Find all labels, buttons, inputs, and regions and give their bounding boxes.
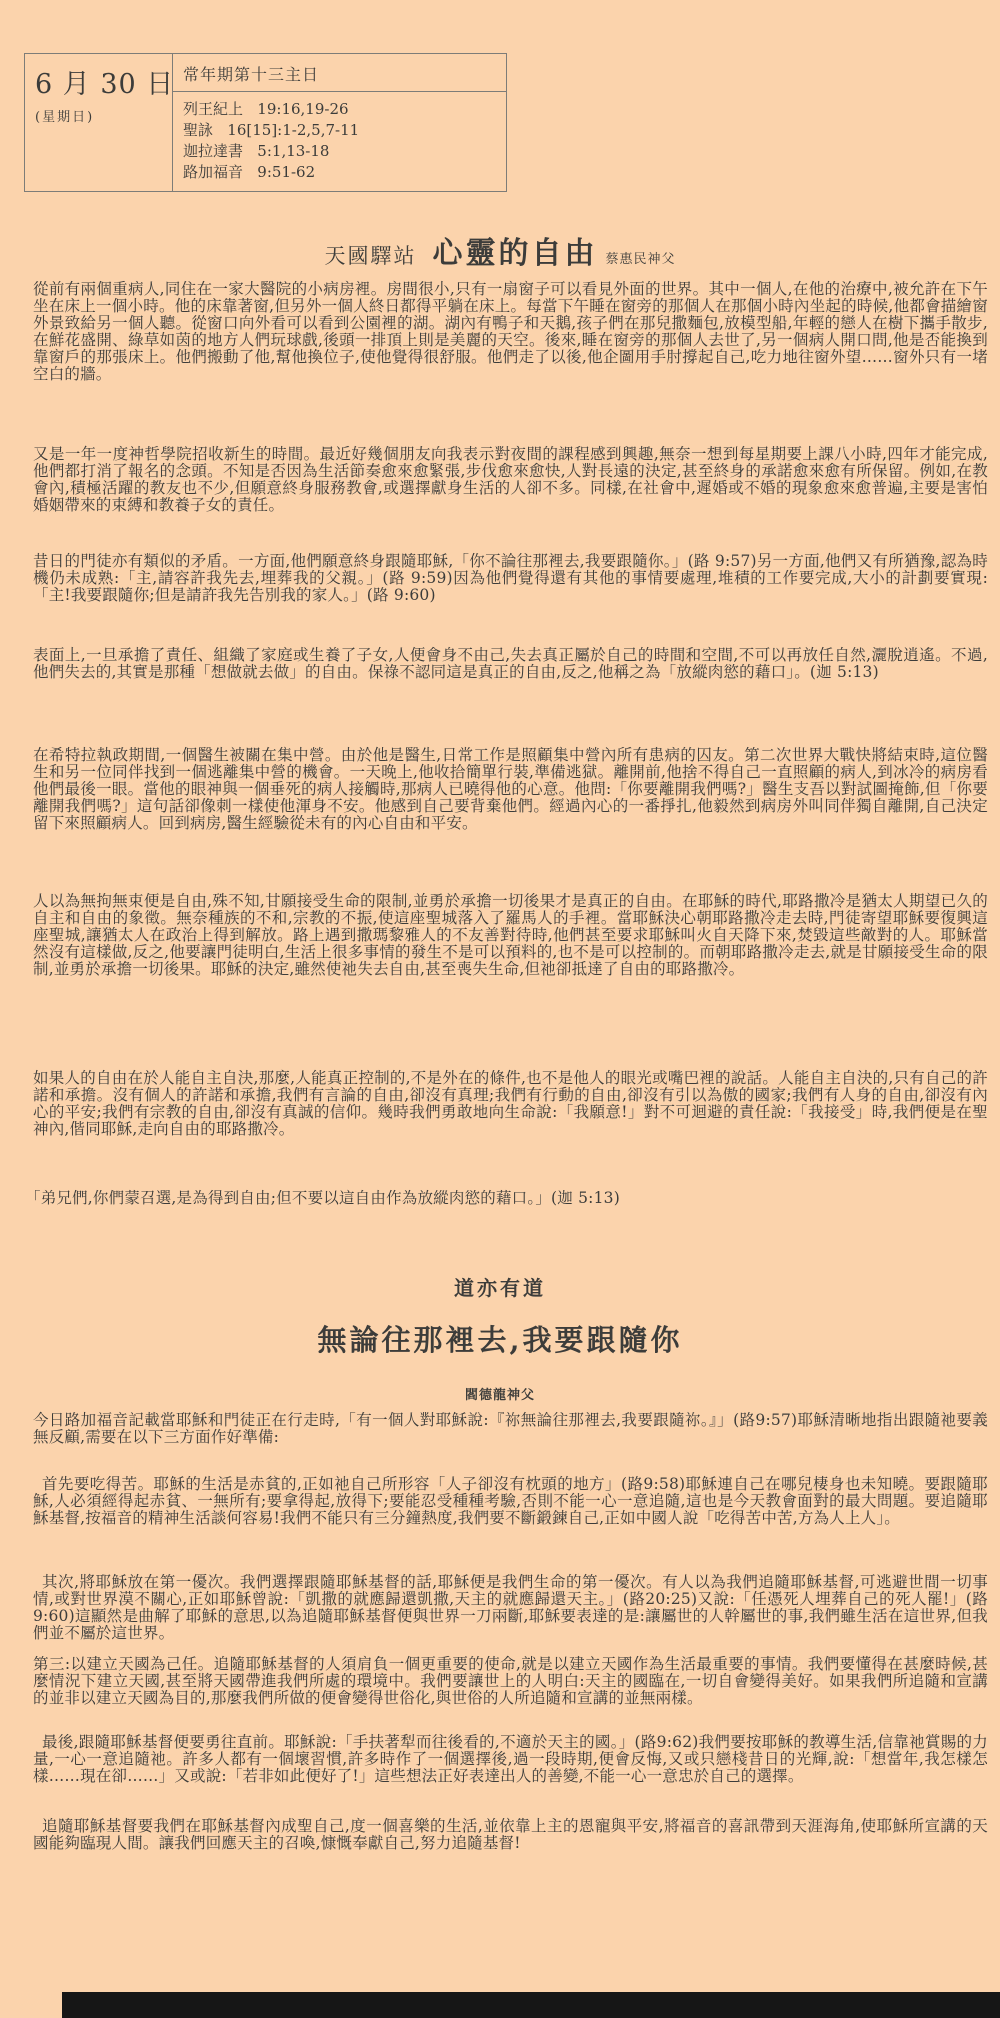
article1-heading — [0, 228, 1000, 272]
calendar-table — [24, 53, 507, 192]
article2-paragraph: 第三:以建立天國為己任。追隨耶穌基督的人須肩負一個更重要的使命,就是以建立天國作為生活最重要的事情。我們要懂得在甚麼時候,甚麼情況下建立天國,甚至將天國帶進我們所處的環境中。我們要讓世上的人明白:天主的國臨在,一切自會變得美好。如果我們所追隨和宣講的並非以建立天國為目的,那麼我們所做的便會變得世俗化,與世俗的人所追隨和宣講的並無兩樣。 — [33, 1655, 988, 1707]
calendar-date-cell — [25, 54, 173, 191]
article1-paragraph: 人以為無拘無束便是自由,殊不知,甘願接受生命的限制,並勇於承擔一切後果才是真正的自由。在耶穌的時代,耶路撒冷是猶太人期望已久的自主和自由的象徵。無奈種族的不和,宗教的不振,使這座聖城落入了羅馬人的手裡。當耶穌決心朝耶路撒冷走去時,門徒寄望耶穌要復興這座聖城,讓猶太人在政治上得到解放。路上遇到撒瑪黎雅人的不友善對待時,他們甚至要求耶穌叫火自天降下來,焚毀這些敵對的人。耶穌當然沒有這樣做,反之,他要讓門徒明白,生活上很多事情的發生不是可以預料的,也不是可以控制的。而朝耶路撒冷走去,就是甘願接受生命的限制,並勇於承擔一切後果。耶穌的決定,雖然使祂失去自由,甚至喪失生命,但祂卻抵達了自由的耶路撒冷。 — [33, 892, 988, 978]
article1-paragraph: 又是一年一度神哲學院招收新生的時間。最近好幾個朋友向我表示對夜間的課程感到興趣,無奈一想到每星期要上課八小時,四年才能完成,他們都打消了報名的念頭。不知是否因為生活節奏愈來愈緊張,步伐愈來愈快,人對長遠的決定,甚至終身的承諾愈來愈有所保留。例如,在教會內,積極活躍的教友也不少,但願意終身服務教會,或選擇獻身生活的人卻不多。同樣,在社會中,遲婚或不婚的現象愈來愈普遍,主要是害怕婚姻帶來的束縛和教養子女的責任。 — [33, 445, 988, 514]
article1-scripture-quote: 「弟兄們,你們蒙召選,是為得到自由;但不要以這自由作為放縱肉慾的藉口。」(迦 5:13) — [25, 1189, 620, 1207]
article1-column-title: 天國驛站 — [324, 244, 417, 268]
article1-paragraph: 如果人的自由在於人能自主自決,那麼,人能真正控制的,不是外在的條件,也不是他人的眼光或嘴巴裡的說話。人能自主自決的,只有自己的許諾和承擔。沒有個人的許諾和承擔,我們有言論的自由,卻沒有真理;我們有行動的自由,卻沒有引以為傲的國家;我們有人身的自由,卻沒有內心的平安;我們有宗教的自由,卻沒有真誠的信仰。幾時我們勇敢地向生命說:「我願意!」對不可迴避的責任說:「我接受」時,我們便是在聖神內,偕同耶穌,走向自由的耶路撒冷。 — [33, 1069, 988, 1138]
reading-line: 路加福音 9:51-62 — [183, 163, 316, 181]
readings-list — [173, 92, 506, 191]
calendar-date: 6 月 30 日 — [35, 69, 175, 100]
article2-paragraph: 最後,跟隨耶穌基督便要勇往直前。耶穌說:「手扶著犁而往後看的,不適於天主的國。」(路9:62)我們要按耶穌的教導生活,信靠祂賞賜的力量,一心一意追隨祂。許多人都有一個壞習慣,許多時作了一個選擇後,過一段時期,便會反悔,又或只戀棧昔日的光輝,說:「想當年,我怎樣怎樣……現在卻……」又或說:「若非如此便好了!」這些想法正好表達出人的善變,不能一心一意忠於自己的選擇。 — [33, 1733, 988, 1785]
calendar-detail-cell — [173, 54, 506, 191]
article1-title: 心靈的自由 — [432, 236, 598, 271]
reading-line: 列王紀上 19:16,19-26 — [183, 100, 349, 118]
article2-paragraph: 追隨耶穌基督要我們在耶穌基督內成聖自己,度一個喜樂的生活,並依靠上主的恩寵與平安,將福音的喜訊帶到天涯海角,使耶穌所宣講的天國能夠臨現人間。讓我們回應天主的召喚,慷慨奉獻自己,努力追隨基督! — [33, 1817, 988, 1852]
article1-paragraph: 表面上,一旦承擔了責任、組織了家庭或生養了子女,人便會身不由己,失去真正屬於自己的時間和空間,不可以再放任自然,灑脫逍遙。不過,他們失去的,其實是那種「想做就去做」的自由。保祿不認同這是真正的自由,反之,他稱之為「放縱肉慾的藉口」。(迦 5:13) — [33, 646, 988, 681]
article1-paragraph: 在希特拉執政期間,一個醫生被關在集中營。由於他是醫生,日常工作是照顧集中營內所有患病的囚友。第二次世界大戰快將結束時,這位醫生和另一位同伴找到一個逃離集中營的機會。一天晚上,他收拾簡單行裝,準備逃獄。離開前,他捨不得自己一直照顧的病人,到冰冷的病房看他們最後一眼。當他的眼神與一個垂死的病人接觸時,那病人已曉得他的心意。他問:「你要離開我們嗎?」醫生支吾以對試圖掩飾,但「你要離開我們嗎?」這句話卻像刺一樣使他渾身不安。他感到自己要背棄他們。經過內心的一番掙扎,他毅然到病房外叫同伴獨自離開,自己決定留下來照顧病人。回到病房,醫生經驗從未有的內心自由和平安。 — [33, 746, 988, 832]
article2-title: 無論往那裡去,我要跟隨你 — [317, 1323, 683, 1357]
calendar-weekday: (星期日) — [35, 110, 95, 125]
liturgical-season: 常年期第十三主日 — [173, 54, 506, 92]
article2-column-title: 道亦有道 — [454, 1276, 546, 1300]
article2-paragraph: 其次,將耶穌放在第一優次。我們選擇跟隨耶穌基督的話,耶穌便是我們生命的第一優次。有人以為我們追隨耶穌基督,可逃避世間一切事情,或對世界漠不關心,正如耶穌曾說:「凱撒的就應歸還凱撒,天主的就應歸還天主。」(路20:25)又說:「任憑死人埋葬自己的死人罷!」(路9:60)這顯然是曲解了耶穌的意思,以為追隨耶穌基督便與世界一刀兩斷,耶穌要表達的是:讓屬世的人幹屬世的事,我們雖生活在這世界,但我們並不屬於這世界。 — [33, 1573, 988, 1642]
article1-paragraph: 從前有兩個重病人,同住在一家大醫院的小病房裡。房間很小,只有一扇窗子可以看見外面的世界。其中一個人,在他的治療中,被允許在下午坐在床上一個小時。他的床靠著窗,但另外一個人終日都得平躺在床上。每當下午睡在窗旁的那個人在那個小時內坐起的時候,他都會描繪窗外景致給另一個人聽。從窗口向外看可以看到公園裡的湖。湖內有鴨子和天鵝,孩子們在那兒撒麵包,放模型船,年輕的戀人在樹下攜手散步,在鮮花盛開、綠草如茵的地方人們玩球戲,後頭一排頂上則是美麗的天空。後來,睡在窗旁的那個人去世了,另一個病人開口問,他是否能換到靠窗戶的那張床上。他們搬動了他,幫他換位子,使他覺得很舒服。他們走了以後,他企圖用手肘撐起自己,吃力地往窗外望……窗外只有一堵空白的牆。 — [33, 280, 988, 383]
article1-author: 蔡惠民神父 — [605, 252, 676, 267]
article2-paragraph: 今日路加福音記載當耶穌和門徒正在行走時,「有一個人對耶穌說:『祢無論往那裡去,我要跟隨祢。』」(路9:57)耶穌清晰地指出跟隨祂要義無反顧,需要在以下三方面作好準備: — [33, 1411, 988, 1446]
bottom-dark-bar — [62, 1992, 1000, 2018]
reading-line: 聖詠 16[15]:1-2,5,7-11 — [183, 121, 360, 139]
article2-author: 閻德龍神父 — [464, 1388, 535, 1403]
article1-paragraph: 昔日的門徒亦有類似的矛盾。一方面,他們願意終身跟隨耶穌,「你不論往那裡去,我要跟隨你。」(路 9:57)另一方面,他們又有所猶豫,認為時機仍未成熟:「主,請容許我先去,埋葬我的父親。」(路 9:59)因為他們覺得還有其他的事情要處理,堆積的工作要完成,大小的計劃要實現:「主!我要跟隨你;但是請許我先告別我的家人。」(路 9:60) — [33, 552, 988, 604]
reading-line: 迦拉達書 5:1,13-18 — [183, 142, 330, 160]
article2-paragraph: 首先要吃得苦。耶穌的生活是赤貧的,正如祂自己所形容「人子卻沒有枕頭的地方」(路9:58)耶穌連自己在哪兒棲身也未知曉。要跟隨耶穌,人必須經得起赤貧、一無所有;要拿得起,放得下;要能忍受種種考驗,否則不能一心一意追隨,這也是今天教會面對的最大問題。要追隨耶穌基督,按福音的精神生活談何容易!我們不能只有三分鐘熱度,我們要不斷鍛鍊自己,正如中國人說「吃得苦中苦,方為人上人」。 — [33, 1475, 988, 1527]
